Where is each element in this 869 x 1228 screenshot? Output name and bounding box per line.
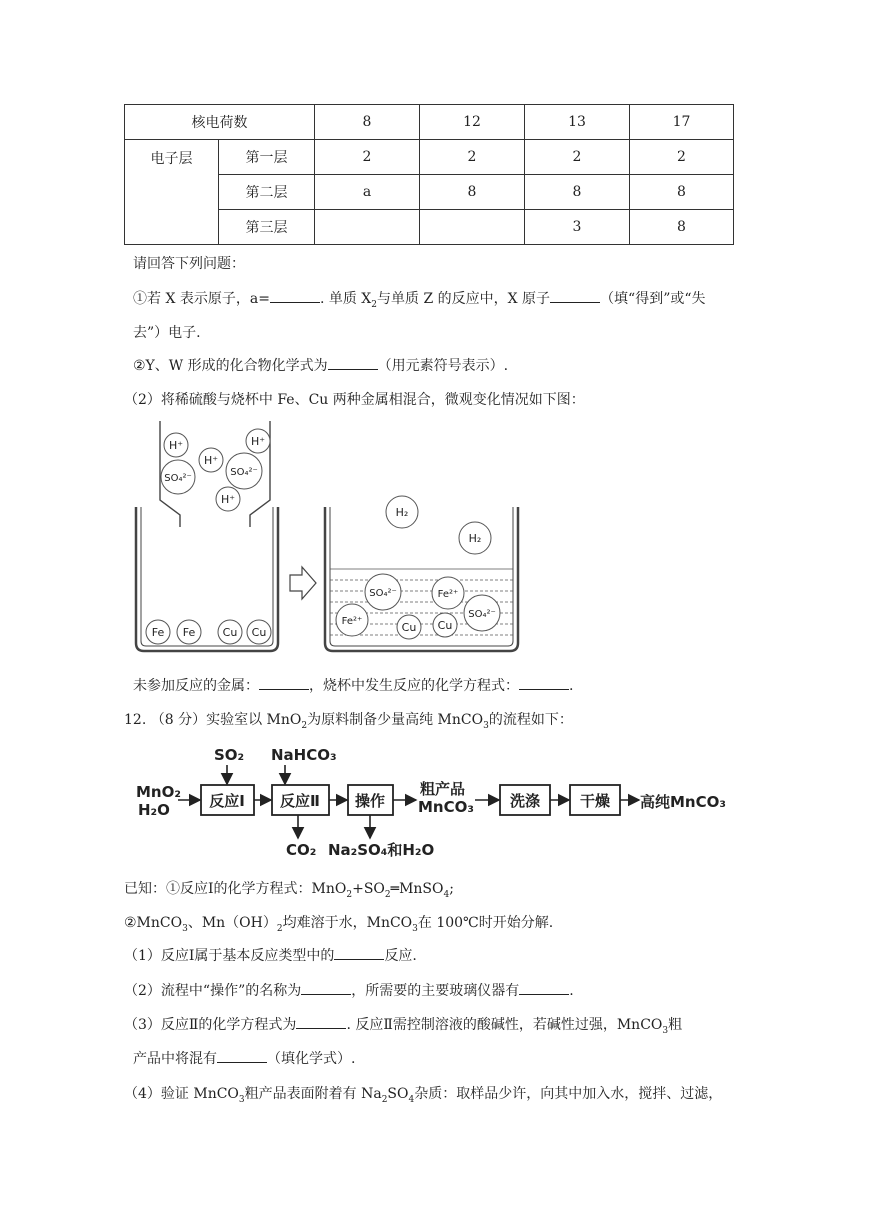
answer-blank[interactable] [270, 290, 320, 303]
table-cell [420, 210, 525, 245]
product-label: 高纯MnCO₃ [640, 793, 726, 811]
answer-blank[interactable] [334, 947, 384, 960]
row-label: 第一层 [219, 140, 315, 175]
table-cell: 8 [420, 175, 525, 210]
sub-question-1: （1）反应Ⅰ属于基本反应类型中的 反应. [124, 948, 417, 964]
sub-question-3-cont: 产品中将混有 （填化学式）. [133, 1051, 356, 1067]
header-label: 核电荷数 [125, 105, 315, 140]
sub-question-2: （2）流程中“操作”的名称为 ，所需要的主要玻璃仪器有 . [124, 983, 574, 999]
table-cell: 2 [525, 140, 630, 175]
charge-cell: 13 [525, 105, 630, 140]
table-cell: 3 [525, 210, 630, 245]
input-h2o: H₂O [138, 801, 170, 819]
ion-label: SO₄²⁻ [468, 609, 496, 620]
input-mno2: MnO₂ [136, 783, 181, 801]
question-1: ①若 X 表示原子，a= . 单质 $X_2$与单质 Z 的反应中，X 原子 （填“得到”或“失 [133, 291, 706, 310]
metal-label: Cu [437, 619, 453, 632]
box-dry-label: 干燥 [579, 792, 611, 810]
process-flow [130, 740, 740, 865]
answer-blank[interactable] [301, 982, 351, 995]
charge-cell: 8 [315, 105, 420, 140]
metal-label: Fe [182, 626, 196, 639]
table-cell: 8 [525, 175, 630, 210]
metal-label: Cu [401, 621, 417, 634]
ion-label: SO₄²⁻ [230, 467, 258, 478]
box-reaction-2-label: 反应Ⅱ [280, 792, 320, 810]
box-wash-label: 洗涤 [509, 792, 541, 810]
charge-cell: 17 [630, 105, 734, 140]
prompt: 请回答下列问题： [133, 256, 245, 272]
row-label: 第二层 [219, 175, 315, 210]
ion-label: Fe²⁺ [437, 589, 459, 600]
ion-label: H⁺ [250, 435, 266, 448]
answer-blank[interactable] [519, 677, 569, 690]
table-cell: 2 [420, 140, 525, 175]
question-1-cont: 去”）电子. [133, 325, 201, 341]
table-cell: 8 [630, 175, 734, 210]
reagent-nahco3: NaHCO₃ [271, 746, 337, 764]
known-2: ②MnCO$_3$、$Mn(OH)_2$均难溶于水，MnCO$_3$在 100℃时开始分解. [124, 915, 554, 934]
output-co2: CO₂ [286, 841, 317, 859]
ion-label: H⁺ [168, 439, 184, 452]
ion-label: SO₄²⁻ [369, 588, 397, 599]
question-12: 12. （8 分）实验室以 MnO$_2$为原料制备少量高纯 MnCO$_3$的流程如下： [124, 712, 573, 731]
metal-label: Cu [251, 626, 267, 639]
table-cell: 2 [630, 140, 734, 175]
table-cell: 2 [315, 140, 420, 175]
electron-shell-table [124, 104, 734, 245]
arrow-icon [290, 567, 316, 599]
known-1: 已知：①反应Ⅰ的化学方程式：$MnO_2+SO_2═MnSO_4$; [124, 881, 454, 900]
table-cell [315, 210, 420, 245]
answer-blank[interactable] [259, 677, 309, 690]
answer-blank[interactable] [296, 1016, 346, 1029]
ion-label: SO₄²⁻ [164, 473, 192, 484]
question-2: ②Y、W 形成的化合物化学式为 （用元素符号表示）. [133, 358, 509, 374]
box-reaction-1-label: 反应Ⅰ [209, 792, 245, 810]
gas-label: H₂ [468, 532, 482, 545]
table-cell: 8 [630, 210, 734, 245]
beaker-diagram [130, 415, 530, 655]
part-2: （2）将稀硫酸与烧杯中 Fe、Cu 两种金属相混合，微观变化情况如下图： [124, 392, 585, 408]
ion-label: H⁺ [220, 493, 236, 506]
sub-question-3: （3）反应Ⅱ的化学方程式为 . 反应Ⅱ需控制溶液的酸碱性，若碱性过强，MnCO$_3$粗 [124, 1017, 683, 1036]
reagent-so2: SO₂ [214, 746, 245, 764]
box-operation-label: 操作 [354, 792, 386, 810]
crude-label: 粗产品 [420, 780, 466, 798]
answer-blank[interactable] [217, 1050, 267, 1063]
charge-cell: 12 [420, 105, 525, 140]
answer-line: 未参加反应的金属： ，烧杯中发生反应的化学方程式： . [133, 678, 574, 694]
metal-label: Cu [222, 626, 238, 639]
answer-blank[interactable] [328, 357, 378, 370]
table-cell: a [315, 175, 420, 210]
sub-question-4: （4）验证 MnCO$_3$粗产品表面附着有 $Na_2SO_4$杂质：取样品少许，向其中加入水，搅拌、过滤， [124, 1086, 723, 1105]
answer-blank[interactable] [519, 982, 569, 995]
output-na2so4: Na₂SO₄和H₂O [328, 841, 435, 859]
gas-label: H₂ [395, 506, 409, 519]
metal-label: Fe [151, 626, 165, 639]
row-label: 第三层 [219, 210, 315, 245]
ion-label: Fe²⁺ [341, 616, 363, 627]
answer-blank[interactable] [550, 290, 600, 303]
ion-label: H⁺ [203, 454, 219, 467]
group-label: 电子层 [125, 140, 219, 245]
crude-formula: MnCO₃ [418, 798, 474, 816]
